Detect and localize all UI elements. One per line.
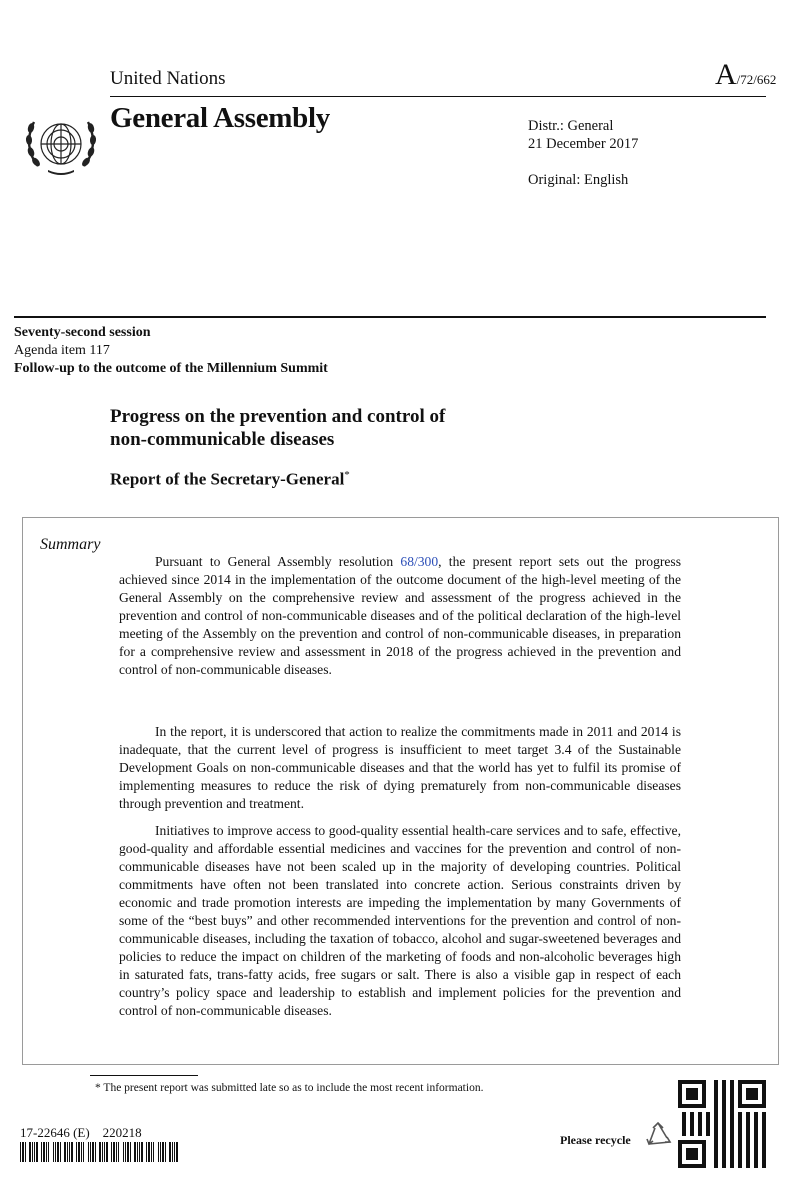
- session-name: Seventy-second session: [14, 325, 151, 340]
- organ-title: General Assembly: [110, 102, 330, 134]
- distribution-label: Distr.: General: [528, 118, 614, 134]
- document-title: [110, 405, 445, 451]
- symbol-suffix: /72/662: [736, 72, 777, 87]
- un-emblem-icon: [20, 104, 102, 186]
- summary-heading: Summary: [40, 536, 101, 553]
- agenda-title: Follow-up to the outcome of the Millennium Summit: [14, 361, 328, 376]
- p1-after-text: , the present report sets out the progress achieved since 2014 in the implementation of the outcome document of the high-level meeting of the General Assembly on the comprehensive review and assessment of the progress achieved in the prevention and control of non-communicable diseases and of the political declaration of the high-level meeting of the Assembly on the prevention and control of non-communicable diseases, in preparation for a comprehensive review and assessment in 2018 of the progress achieved in the prevention and control of non-communicable diseases.: [119, 554, 682, 677]
- summary-paragraph-1: [119, 553, 681, 679]
- footnote-rule: [90, 1075, 198, 1076]
- job-number: 17-22646 (E) 220218: [20, 1125, 142, 1140]
- title-line-2: non-communicable diseases: [110, 429, 335, 450]
- resolution-link[interactable]: 68/300: [400, 554, 439, 569]
- document-symbol: [715, 58, 776, 92]
- original-language: Original: English: [528, 172, 629, 188]
- recycle-label: Please recycle: [560, 1133, 631, 1147]
- organization-name: United Nations: [110, 68, 226, 89]
- p1-before-text: Pursuant to General Assembly resolution: [155, 554, 401, 569]
- agenda-item: Agenda item 117: [14, 343, 110, 358]
- summary-paragraph-2: In the report, it is underscored that action to realize the commitments made in 2011 and 2014 is inadequate, that the current level of progress is insufficient to meet target 3.4 of the Sustainable Development Goals on non-communicable diseases and that the world has yet to fulfil its promise of implementing measures to reduce the risk of dying prematurely from non-communicable diseases through prevention and treatment.: [119, 724, 681, 811]
- barcode-icon: [20, 1142, 178, 1162]
- recycle-icon: [643, 1120, 673, 1150]
- header-top-rule: [110, 96, 766, 97]
- symbol-prefix: A: [715, 58, 737, 91]
- session-rule: [14, 316, 766, 318]
- qr-code-icon: [678, 1080, 766, 1168]
- subtitle-text: Report of the Secretary-General: [110, 469, 345, 489]
- subtitle-footnote-marker: *: [344, 469, 350, 481]
- document-date: 21 December 2017: [528, 136, 639, 152]
- distribution-block: [528, 117, 638, 189]
- title-line-1: Progress on the prevention and control of: [110, 406, 446, 427]
- summary-paragraph-3: Initiatives to improve access to good-quality essential health-care services and to safe, effective, good-quality and affordable essential medicines and vaccines for the prevention and control of non-communicable diseases have not been scaled up in the majority of developing countries. Political commitments have often not been translated into concrete action. Serious constraints driven by economic and trade promotion interests are impeding the implementation by many Governments of some of the “best buys” and other recommended interventions for the prevention and control of non-communicable diseases, including the taxation of tobacco, alcohol and sugar-sweetened beverages and policies to reduce the impact on children of the marketing of foods and non-alcoholic beverages high in saturated fats, trans-fatty acids, free sugars or salt. There is also a visible gap in respect of each country’s policy space and leadership to establish and implement policies for the prevention and control of non-communicable diseases.: [119, 823, 681, 1018]
- session-block: [14, 324, 328, 378]
- document-subtitle: [110, 469, 350, 490]
- footnote-text: * The present report was submitted late so as to include the most recent information.: [95, 1082, 484, 1094]
